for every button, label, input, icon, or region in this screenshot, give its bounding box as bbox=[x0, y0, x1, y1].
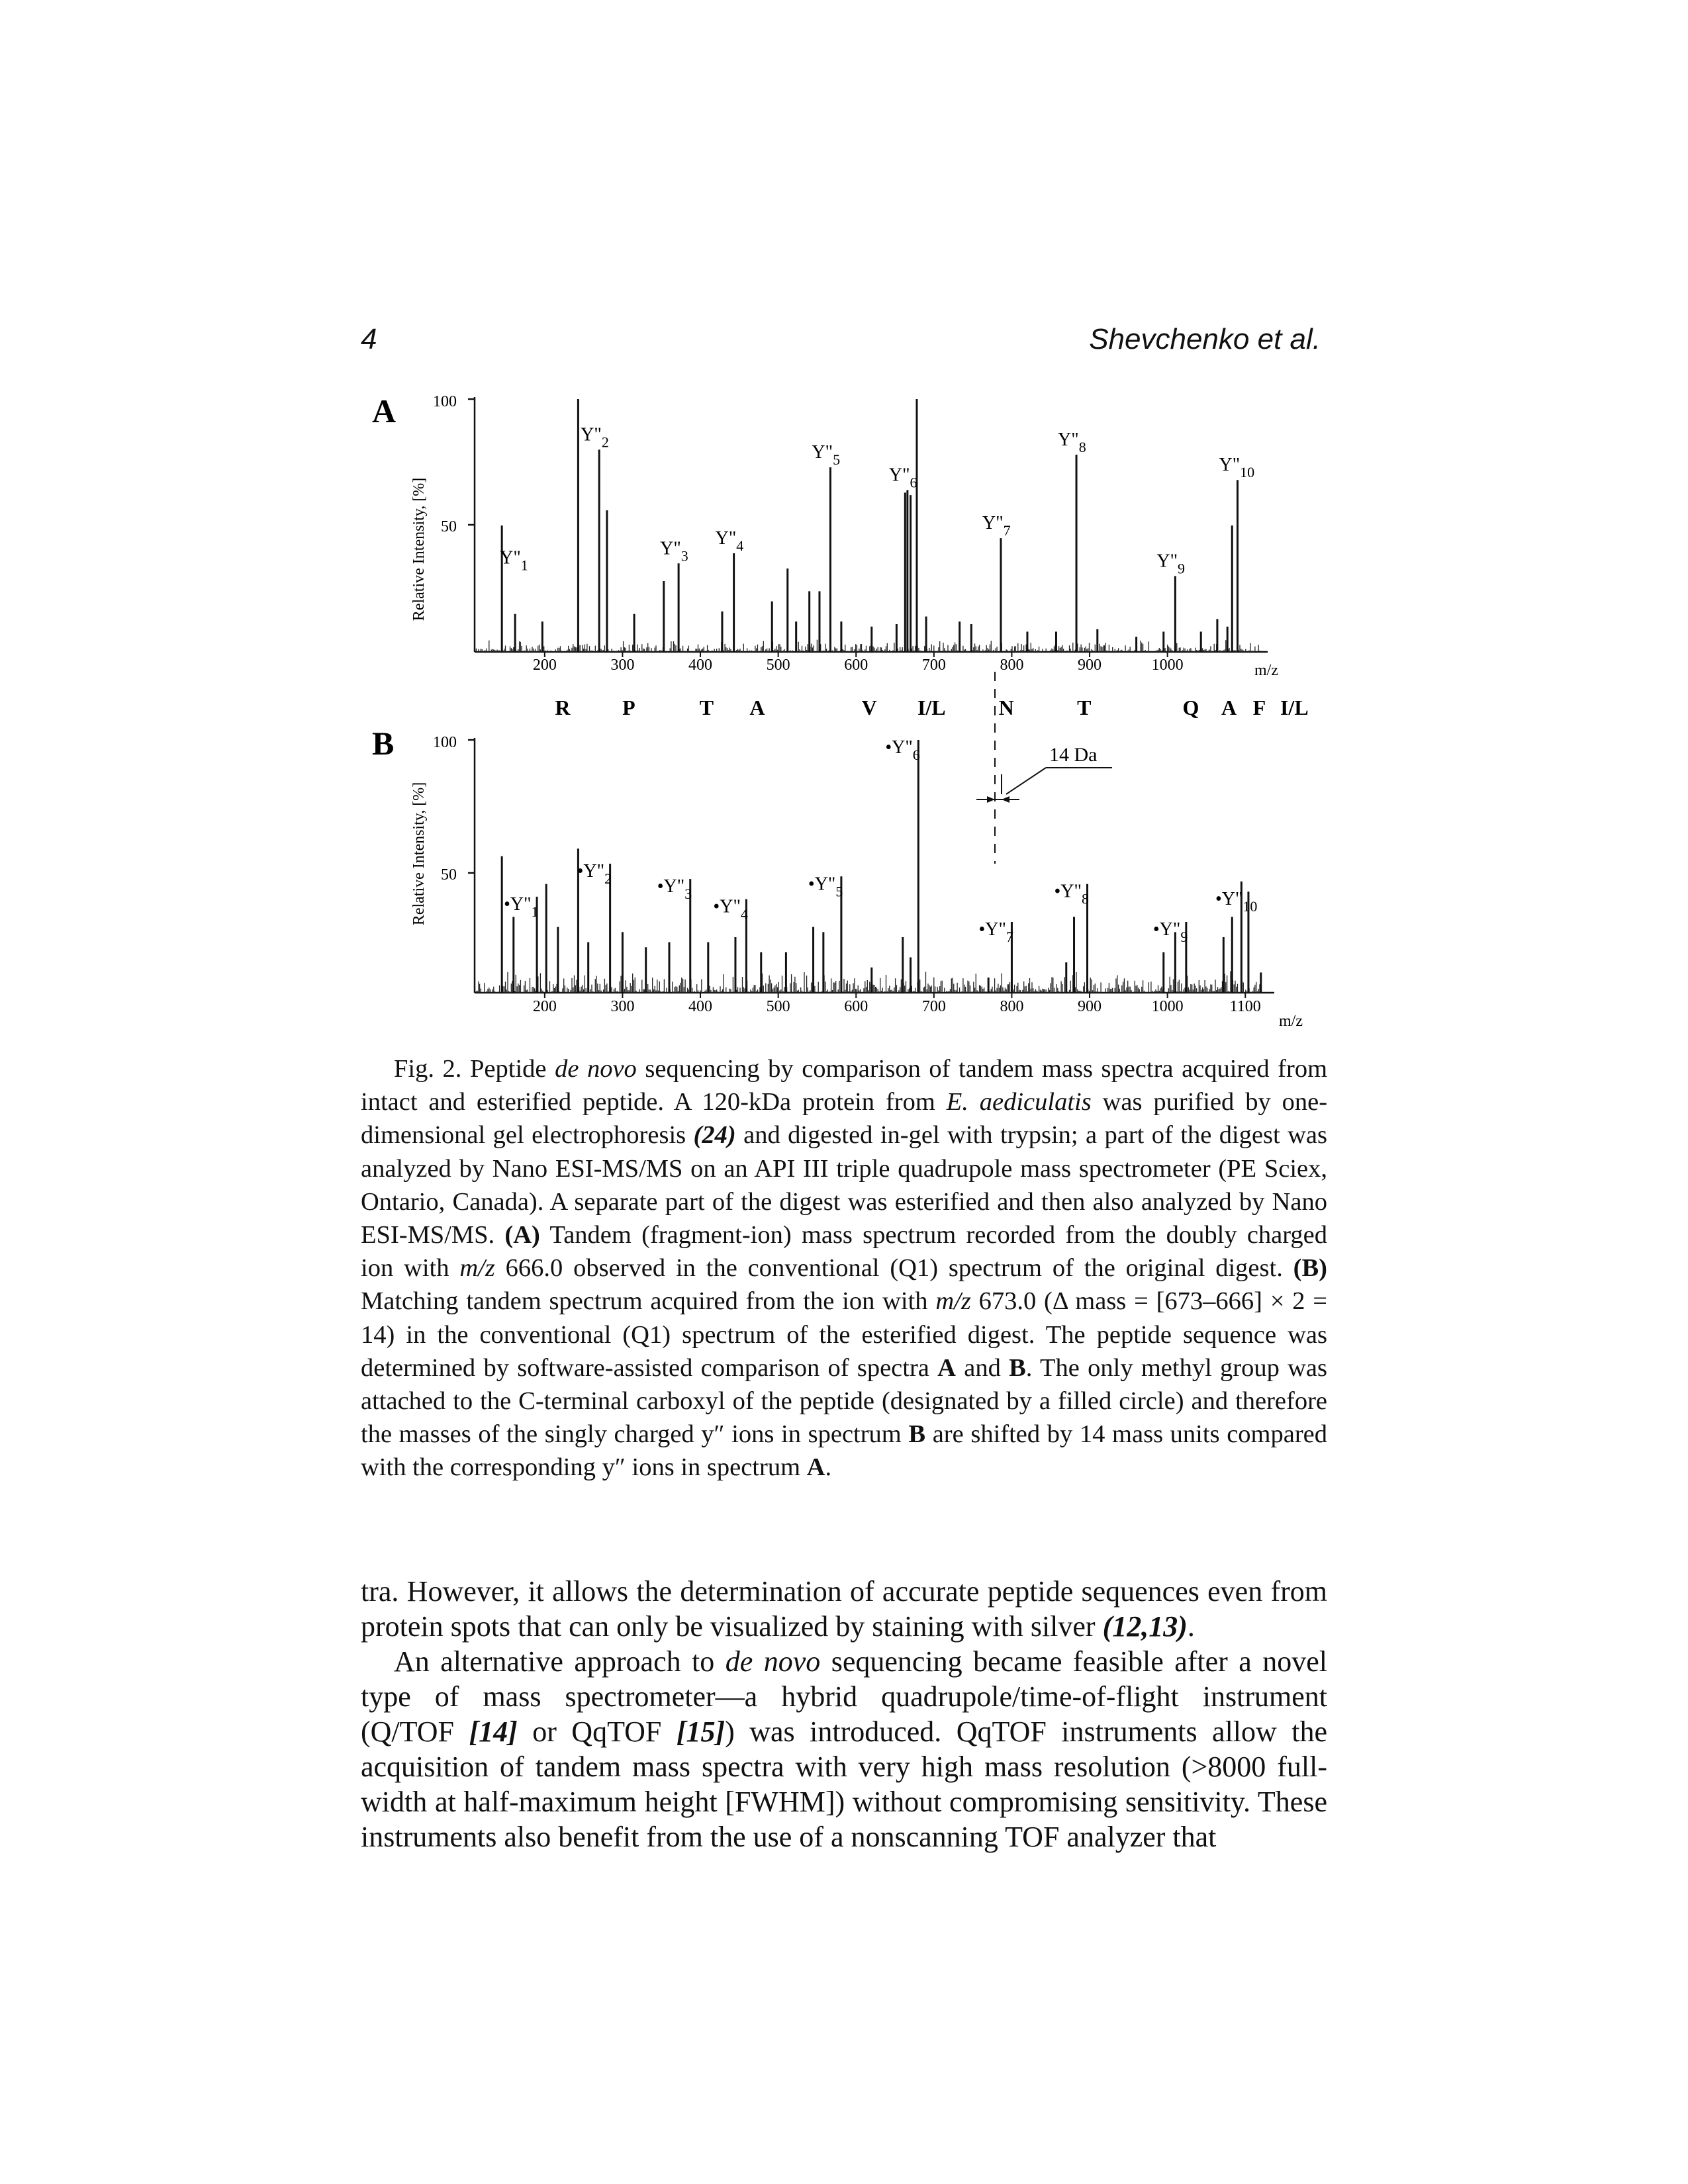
ion-label: $Y"_9$ bbox=[1156, 551, 1186, 577]
ion-label: $Y"_{10}$ bbox=[1219, 455, 1255, 481]
sequence-residue: F bbox=[1252, 696, 1266, 719]
caption-panel-ref: (A) bbox=[504, 1221, 540, 1250]
caption-citation: (24) bbox=[693, 1121, 736, 1150]
sequence-residue: Q bbox=[1182, 696, 1199, 719]
caption-text: Peptide bbox=[461, 1055, 555, 1083]
x-tick-label: 300 bbox=[610, 657, 635, 674]
baseline-noise bbox=[476, 640, 1260, 652]
figure-caption bbox=[361, 1052, 1327, 1484]
paragraph bbox=[361, 1644, 1327, 1854]
mass-shift-label: 14 Da bbox=[1049, 744, 1098, 766]
panel-b-y-label bbox=[410, 782, 428, 925]
x-tick-label: 900 bbox=[1078, 998, 1102, 1015]
caption-panel-ref: (B) bbox=[1293, 1254, 1327, 1283]
ion-labels-b bbox=[504, 737, 1257, 945]
citation: [15] bbox=[676, 1715, 726, 1748]
caption-term: m/z bbox=[935, 1287, 971, 1316]
peptide-sequence bbox=[555, 696, 1308, 719]
x-axis-label-b: m/z bbox=[1279, 1013, 1303, 1030]
body-text bbox=[361, 1574, 1327, 1854]
ion-labels-a bbox=[500, 424, 1254, 576]
caption-text: are shifted by 14 mass units compared with the corresponding y″ ions in spectrum bbox=[361, 1420, 1327, 1482]
ion-label: $•Y"_1$ bbox=[504, 893, 539, 920]
y-tick-b-100: 100 bbox=[433, 734, 457, 751]
x-tick-label: 1000 bbox=[1151, 998, 1184, 1015]
body-span: ) was introduced. QqTOF instruments allow the acquisition of tandem mass spectra with very high mass resolution (>8000 full-width at half-maximum height [FWHM]) without compromising sensitivity. These instruments also benefit from the use of a nonscanning TOF analyzer that bbox=[361, 1715, 1327, 1853]
x-tick-label: 200 bbox=[532, 657, 557, 674]
caption-term: m/z bbox=[459, 1254, 495, 1283]
caption-label: Fig. 2. bbox=[394, 1055, 462, 1083]
body-span: An alternative approach to bbox=[394, 1645, 726, 1678]
sequence-residue: A bbox=[1221, 696, 1237, 719]
x-tick-label: 1000 bbox=[1151, 657, 1184, 674]
y-axis-label-a: Relative Intensity, [%] bbox=[410, 477, 428, 621]
x-tick-label: 600 bbox=[844, 657, 868, 674]
y-tick-b-50: 50 bbox=[441, 866, 457, 884]
sequence-residue: V bbox=[861, 696, 877, 719]
page-number: 4 bbox=[361, 323, 377, 355]
caption-text: was purified by one-dimensional gel electrophoresis bbox=[361, 1088, 1328, 1150]
caption-text: . bbox=[825, 1453, 832, 1482]
ion-label: $Y"_6$ bbox=[888, 465, 917, 491]
ion-label: $Y"_5$ bbox=[812, 442, 841, 469]
x-tick-label: 600 bbox=[844, 998, 868, 1015]
panel-b-axes bbox=[433, 734, 1274, 993]
ion-label: $•Y"_4$ bbox=[713, 896, 748, 923]
sequence-residue: I/L bbox=[1280, 696, 1309, 719]
caption-term: de novo bbox=[555, 1055, 637, 1083]
caption-panel-ref: A bbox=[937, 1353, 956, 1382]
x-tick-label: 1100 bbox=[1229, 998, 1261, 1015]
citation: (12,13) bbox=[1102, 1610, 1188, 1643]
ion-label: $•Y"_6$ bbox=[885, 737, 920, 763]
mass-shift-marker bbox=[976, 672, 1112, 864]
ion-label: $Y"_7$ bbox=[982, 513, 1011, 539]
x-tick-label: 800 bbox=[1000, 657, 1024, 674]
x-ticks-a bbox=[533, 652, 1184, 674]
ion-label: $Y"_1$ bbox=[500, 547, 528, 574]
panel-a-letter: A bbox=[372, 392, 397, 430]
caption-text: and digested in-gel with trypsin; a part of the digest was analyzed by Nano ESI-MS/MS on an API III triple quadrupole mass spectrometer (PE Sciex, Ontario, Canada). A separate part of the digest was esterified and then also analyzed by Nano ESI-MS/MS. bbox=[361, 1121, 1328, 1250]
running-head: Shevchenko et al. bbox=[1089, 323, 1321, 355]
body-span: sequencing became feasible after a novel type of mass spectrometer—a hybrid quadrupole/time-of-flight instrument (Q/TOF bbox=[361, 1645, 1327, 1748]
caption-text: Matching tandem spectrum acquired from the ion with bbox=[361, 1287, 936, 1316]
x-tick-label: 700 bbox=[921, 657, 946, 674]
x-tick-label: 300 bbox=[610, 998, 635, 1015]
body-span: or QqTOF bbox=[517, 1715, 677, 1748]
caption-text: Tandem (fragment-ion) mass spectrum recorded from the doubly charged ion with bbox=[361, 1221, 1327, 1283]
x-tick-label: 400 bbox=[688, 657, 713, 674]
sequence-residue: I/L bbox=[917, 696, 946, 719]
caption-text: . The only methyl group was attached to the C-terminal carboxyl of the peptide (designated by a filled circle) and therefore the masses of the singly charged y″ ions in spectrum bbox=[361, 1353, 1328, 1449]
x-tick-label: 500 bbox=[766, 998, 790, 1015]
x-tick-label: 400 bbox=[688, 998, 713, 1015]
x-tick-label: 500 bbox=[766, 657, 790, 674]
caption-panel-ref: A bbox=[806, 1453, 825, 1482]
body-span: tra. However, it allows the determination of accurate peptide sequences even from protein spots that can only be visualized by staining with silver bbox=[361, 1575, 1327, 1643]
ion-label: $Y"_8$ bbox=[1058, 430, 1086, 456]
x-axis-label-a: m/z bbox=[1254, 662, 1278, 679]
ion-label: $•Y"_5$ bbox=[808, 874, 843, 900]
ion-label: $Y"_3$ bbox=[660, 538, 688, 565]
caption-panel-ref: B bbox=[1009, 1353, 1026, 1382]
caption-text: and bbox=[955, 1353, 1009, 1382]
ion-label: $•Y"_2$ bbox=[577, 861, 612, 887]
sequence-residue: T bbox=[1077, 696, 1092, 719]
baseline-noise bbox=[476, 972, 1260, 993]
y-tick-a-100: 100 bbox=[433, 393, 457, 410]
x-tick-label: 800 bbox=[1000, 998, 1024, 1015]
sequence-residue: R bbox=[555, 696, 571, 719]
y-axis-label-b: Relative Intensity, [%] bbox=[410, 782, 428, 926]
sequence-residue: N bbox=[998, 696, 1014, 719]
caption-species: E. aediculatis bbox=[946, 1088, 1092, 1116]
ion-label: $•Y"_8$ bbox=[1054, 881, 1089, 907]
ion-label: $Y"_2$ bbox=[581, 424, 609, 451]
citation: [14] bbox=[469, 1715, 518, 1748]
y-tick-a-50: 50 bbox=[441, 518, 457, 535]
caption-text: sequencing by comparison of tandem mass spectra acquired from intact and esterified peptide. A 120-kDa protein from bbox=[361, 1055, 1328, 1116]
sequence-residue: P bbox=[622, 696, 635, 719]
body-span: . bbox=[1187, 1610, 1195, 1643]
paragraph bbox=[361, 1574, 1327, 1644]
x-tick-label: 200 bbox=[532, 998, 557, 1015]
ion-label: $•Y"_9$ bbox=[1152, 919, 1188, 946]
x-tick-label: 900 bbox=[1078, 657, 1102, 674]
panel-b-letter: B bbox=[372, 725, 395, 762]
caption-text: 666.0 observed in the conventional (Q1) spectrum of the original digest. bbox=[494, 1254, 1293, 1283]
figure-2 bbox=[0, 0, 1688, 1059]
ion-label: $Y"_4$ bbox=[715, 528, 744, 555]
ion-label: $•Y"_7$ bbox=[978, 919, 1013, 946]
ion-label: $•Y"_3$ bbox=[657, 876, 692, 903]
body-term: de novo bbox=[725, 1645, 821, 1678]
ion-label: $•Y"_{10}$ bbox=[1215, 889, 1258, 915]
x-tick-label: 700 bbox=[921, 998, 946, 1015]
sequence-residue: A bbox=[749, 696, 765, 719]
panel-a-y-label bbox=[410, 478, 428, 621]
x-ticks-b bbox=[533, 993, 1261, 1015]
caption-panel-ref: B bbox=[908, 1420, 926, 1449]
caption-text: 673.0 (Δ mass = [673–666] × 2 = 14) in the conventional (Q1) spectrum of the esterified digest. The peptide sequence was determined by software-assisted comparison of spectra bbox=[361, 1287, 1328, 1382]
sequence-residue: T bbox=[699, 696, 714, 719]
panel-a-axes bbox=[433, 393, 1268, 652]
